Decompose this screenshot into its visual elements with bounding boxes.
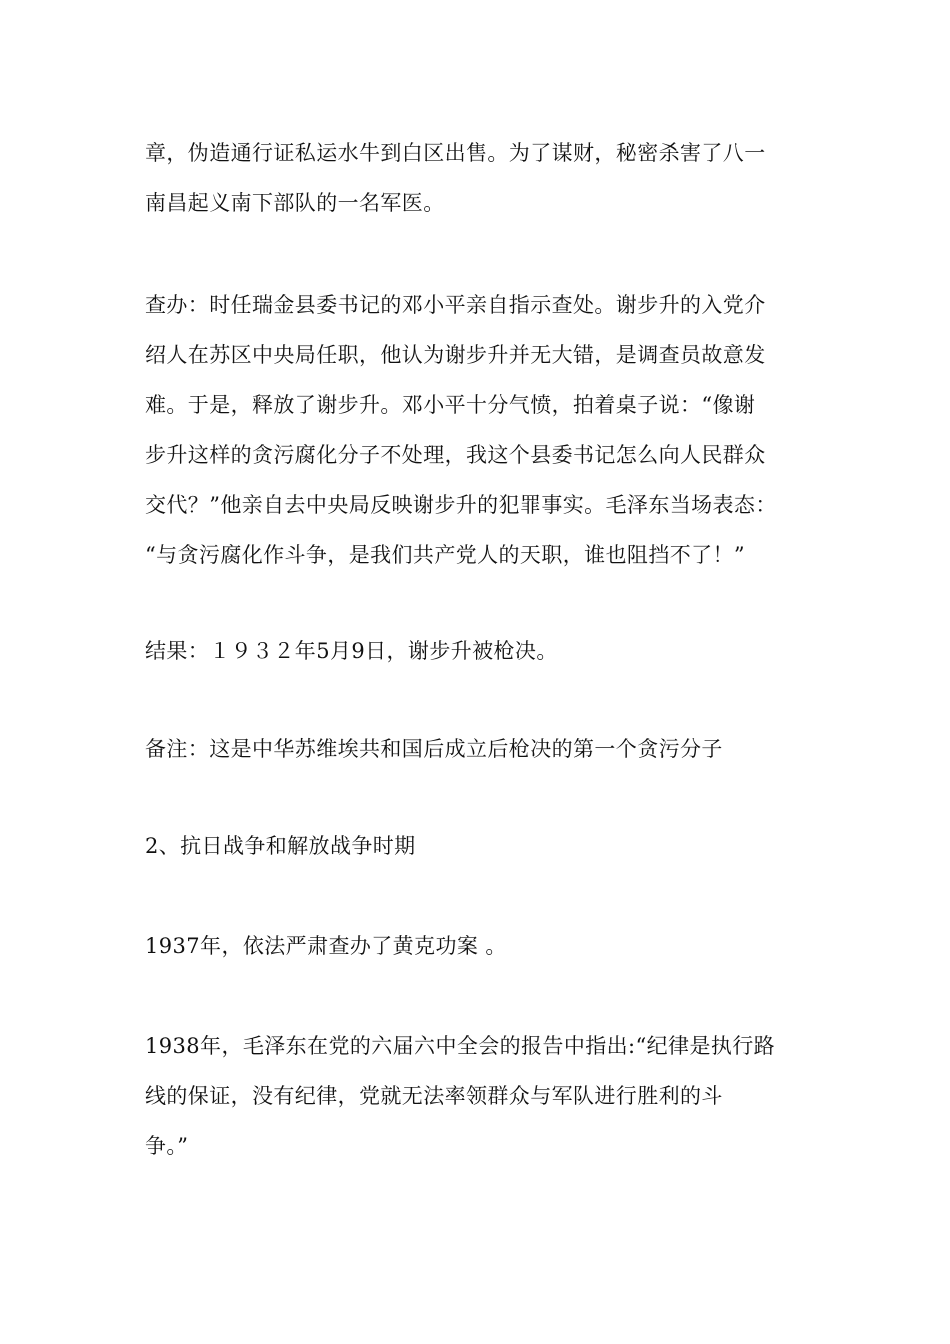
paragraph-line: 难。于是，释放了谢步升。邓小平十分气愤，拍着桌子说：“像谢 <box>145 393 756 417</box>
paragraph-line: 线的保证，没有纪律，党就无法率领群众与军队进行胜利的斗 <box>145 1084 723 1108</box>
paragraph-line: 南昌起义南下部队的一名军医。 <box>145 191 445 215</box>
note-line: 备注：这是中华苏维埃共和国后成立后枪决的第一个贪污分子 <box>145 737 723 761</box>
paragraph-line: 查办：时任瑞金县委书记的邓小平亲自指示查处。谢步升的入党介 <box>145 293 766 317</box>
paragraph-line: 步升这样的贪污腐化分子不处理，我这个县委书记怎么向人民群众 <box>145 443 766 467</box>
paragraph-line: “与贪污腐化作斗争，是我们共产党人的天职，谁也阻挡不了！” <box>145 543 746 567</box>
paragraph-line: 章，伪造通行证私运水牛到白区出售。为了谋财，秘密杀害了八一 <box>145 141 766 165</box>
paragraph-line: 1938年，毛泽东在党的六届六中全会的报告中指出:“纪律是执行路 <box>145 1034 776 1058</box>
result-line: 结果：１９３２年5月9日，谢步升被枪决。 <box>145 639 558 663</box>
paragraph-line: 绍人在苏区中央局任职，他认为谢步升并无大错，是调查员故意发 <box>145 343 766 367</box>
paragraph-line: 争。” <box>145 1134 189 1158</box>
paragraph-line: 1937年，依法严肃查办了黄克功案 。 <box>145 934 507 958</box>
section-heading: 2、抗日战争和解放战争时期 <box>145 834 416 858</box>
paragraph-line: 交代？”他亲自去中央局反映谢步升的犯罪事实。毛泽东当场表态： <box>145 493 777 517</box>
